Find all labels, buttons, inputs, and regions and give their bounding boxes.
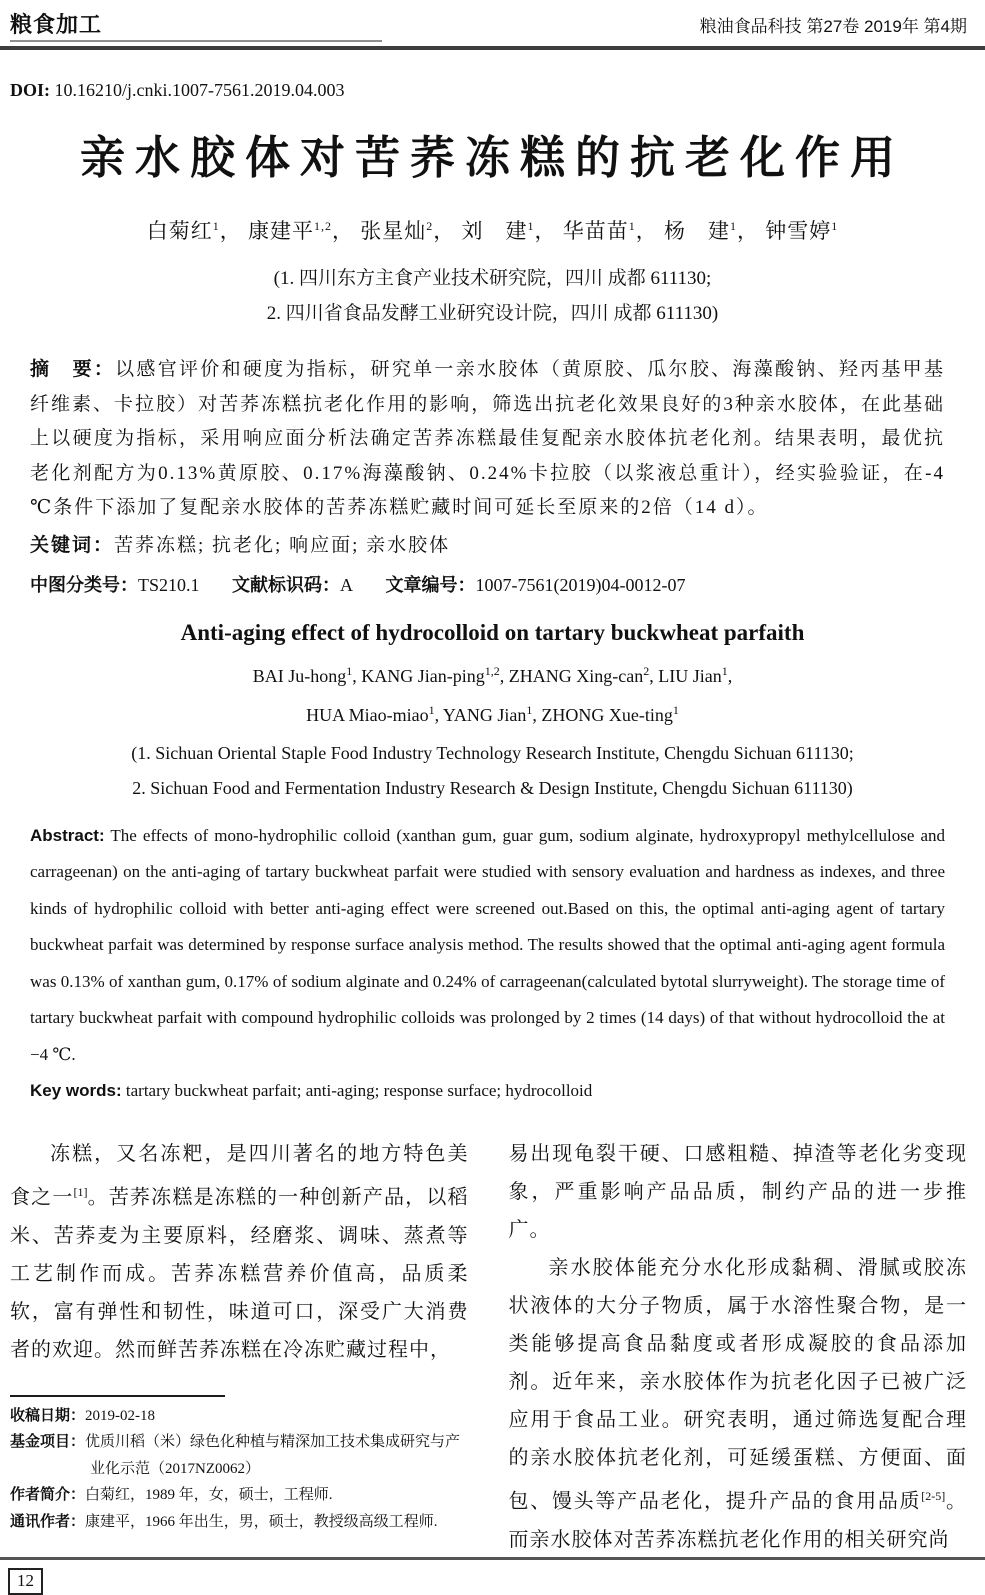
- author-en: [252, 663, 362, 686]
- author-name: 张星灿: [360, 219, 427, 243]
- keywords-cn-text: 苦荞冻糕; 抗老化; 响应面; 亲水胶体: [114, 534, 451, 556]
- author-affil-sup: 1: [628, 219, 636, 233]
- body-paragraph: [509, 1249, 968, 1559]
- author-sep: ，: [219, 219, 242, 243]
- author-cn: [664, 219, 759, 243]
- authors-en-line1: [0, 654, 985, 693]
- author-bio-value: 白菊红，1989 年，女，硕士，工程师.: [85, 1487, 333, 1503]
- author-cn: [248, 219, 354, 243]
- author-sep: ,: [532, 704, 542, 725]
- corresponding-author-label: 通讯作者：: [10, 1512, 86, 1530]
- author-en: [508, 663, 659, 686]
- author-sep: ,: [499, 665, 509, 686]
- citation-ref: [2-5]: [921, 1489, 946, 1503]
- journal-section-title: 粮食加工: [10, 12, 103, 37]
- fund-value: 优质川稻（米）绿色化种植与精深加工技术集成研究与产业化示范（2017NZ0062）: [85, 1434, 461, 1477]
- doi-label: DOI:: [10, 80, 50, 100]
- body-paragraph-intro: [10, 1135, 469, 1369]
- author-name: BAI Ju-hong: [252, 665, 347, 686]
- author-sep: ,: [434, 704, 443, 725]
- author-name: 杨 建: [664, 219, 730, 243]
- author-cn: [462, 219, 557, 243]
- author-en: [361, 663, 509, 686]
- author-en: [306, 702, 443, 725]
- abstract-cn-text: 以感官评价和硬度为指标，研究单一亲水胶体（黄原胶、瓜尔胶、海藻酸钠、羟丙基甲基纤维素、卡拉胶）对苦荞冻糕抗老化作用的影响，筛选出抗老化效果良好的3种亲水胶体，在此基础上以硬度为指标，采用响应面分析法确定苦荞冻糕最佳复配亲水胶体抗老化剂。结果表明，最优抗老化剂配方为0.13%黄原胶、0.17%海藻酸钠、0.24%卡拉胶（以浆液总重计），经实验验证，在-4 ℃条件下添加了复配亲水胶体的苦荞冻糕贮藏时间可延长至原来的2倍（14 d）。: [30, 359, 945, 518]
- author-en: [658, 663, 733, 686]
- authors-en: [0, 654, 985, 732]
- abstract-cn: [30, 353, 945, 526]
- journal-header: [10, 8, 967, 39]
- body-columns: [10, 1135, 968, 1551]
- author-affil-sup: 2: [643, 663, 650, 678]
- article-id-label: 文章编号：: [385, 574, 476, 595]
- author-cn: [147, 219, 242, 243]
- author-cn: [765, 219, 838, 243]
- footnote-author-bio: [10, 1482, 469, 1509]
- affiliation-en-line: (1. Sichuan Oriental Staple Food Industry Technology Research Institute, Chengdu Sichuan 611130;: [131, 742, 854, 763]
- author-name: LIU Jian: [658, 665, 722, 686]
- article-id-pair: [386, 575, 686, 595]
- received-date-value: 2019-02-18: [85, 1407, 156, 1424]
- author-affil-sup: 1: [526, 702, 533, 717]
- author-name: KANG Jian-ping: [361, 665, 485, 686]
- author-affil-sup: 1,2: [484, 663, 500, 678]
- author-en: [442, 702, 542, 725]
- journal-issue-info: 粮油食品科技 第27卷 2019年 第4期: [699, 17, 967, 36]
- paragraph-text: 冻糕，又名冻粑，是四川著名的地方特色美食之一: [10, 1143, 469, 1209]
- author-name: 刘 建: [461, 219, 528, 243]
- doi-line: [10, 80, 967, 101]
- footnote-block: [10, 1395, 469, 1536]
- author-name: 白菊红: [146, 219, 213, 243]
- fund-label: 基金项目：: [10, 1433, 86, 1450]
- author-affil-sup: 2: [426, 219, 434, 233]
- author-name: YANG Jian: [442, 704, 527, 725]
- clc-label: 中图分类号：: [30, 574, 138, 595]
- keywords-en-label: Key words:: [30, 1081, 122, 1100]
- author-affil-sup: 1: [672, 702, 679, 717]
- paragraph-text: 亲水胶体能充分水化形成黏稠、滑腻或胶冻状液体的大分子物质，属于水溶性聚合物，是一类能够提高食品黏度或者形成凝胶的食品添加剂。近年来，亲水胶体作为抗老化因子已被广泛应用于食品工业。研究表明，通过筛选复配合理的亲水胶体抗老化剂，可延缓蛋糕、方便面、面包、馒头等产品老化，提升产品的食用品质: [508, 1257, 967, 1513]
- affiliations-cn: [0, 261, 985, 331]
- affiliation-cn-line: (1. 四川东方主食产业技术研究院，四川 成都 611130;: [273, 268, 712, 289]
- footnote-rule: [10, 1395, 225, 1397]
- footnote-received: [10, 1403, 469, 1430]
- author-sep: ，: [332, 219, 354, 243]
- header-rule-left-segment: [10, 40, 382, 42]
- article-title-en: Anti-aging effect of hydrocolloid on tartary buckwheat parfaith: [180, 619, 805, 645]
- author-sep: ，: [635, 219, 658, 243]
- authors-en-line2: [0, 693, 985, 732]
- abstract-cn-label: 摘 要：: [30, 359, 116, 380]
- left-column: [10, 1135, 469, 1535]
- author-bio-label: 作者简介：: [10, 1486, 86, 1503]
- author-affil-sup: 1: [721, 663, 728, 678]
- author-name: 康建平: [248, 219, 314, 243]
- keywords-en: [30, 1073, 945, 1109]
- affiliation-cn-line: 2. 四川省食品发酵工业研究设计院，四川 成都 611130): [266, 303, 719, 324]
- author-sep: ，: [534, 219, 557, 243]
- author-affil-sup: 1,2: [314, 219, 332, 233]
- author-name: HUA Miao-miao: [306, 704, 429, 725]
- affiliations-en: [0, 736, 985, 806]
- author-sep: ,: [352, 665, 362, 686]
- article-id-value: 1007-7561(2019)04-0012-07: [475, 574, 686, 595]
- abstract-en-label: Abstract:: [30, 825, 105, 845]
- author-cn: [360, 219, 455, 243]
- article-title-cn: 亲水胶体对苦荞冻糕的抗老化作用: [79, 133, 905, 183]
- page-number: 12: [8, 1568, 43, 1595]
- doi-value: 10.16210/j.cnki.1007-7561.2019.04.003: [54, 80, 345, 100]
- author-sep: ，: [737, 219, 759, 243]
- author-sep: ，: [433, 219, 456, 243]
- keywords-cn: [30, 530, 945, 562]
- author-name: ZHANG Xing-can: [508, 665, 644, 686]
- author-affil-sup: 1: [527, 219, 535, 233]
- right-column: [508, 1135, 968, 1551]
- author-name: 钟雪婷: [765, 219, 832, 243]
- footnote-fund: [10, 1429, 469, 1482]
- author-affil-sup: 1: [346, 663, 353, 678]
- paragraph-text: 易出现龟裂干硬、口感粗糙、掉渣等老化劣变现象，严重影响产品品质，制约产品的进一步推广。: [508, 1143, 967, 1241]
- classification-line: [30, 570, 945, 600]
- author-affil-sup: 1: [428, 702, 435, 717]
- received-date-label: 收稿日期：: [10, 1406, 86, 1424]
- body-paragraph: [509, 1135, 968, 1249]
- author-affil-sup: 1: [212, 219, 220, 233]
- author-en: [541, 702, 679, 725]
- author-affil-sup: 1: [730, 219, 737, 233]
- corresponding-author-value: 康建平，1966 年出生，男，硕士，教授级高级工程师.: [85, 1513, 438, 1530]
- author-sep: ,: [727, 665, 733, 686]
- doc-code-value: A: [340, 574, 354, 595]
- paragraph-text: 。而亲水胶体对苦荞冻糕抗老化作用的相关研究尚: [508, 1490, 968, 1551]
- author-name: ZHONG Xue-ting: [541, 704, 673, 725]
- affiliation-en-line: 2. Sichuan Food and Fermentation Industry Research & Design Institute, Chengdu Sichuan 611130): [132, 777, 853, 798]
- doc-code-label: 文献标识码：: [232, 574, 341, 595]
- clc-pair: [30, 575, 200, 595]
- doc-code-pair: [232, 575, 353, 595]
- author-affil-sup: 1: [831, 219, 839, 233]
- abstract-en-text: The effects of mono-hydrophilic colloid (xanthan gum, guar gum, sodium alginate, hydroxypropyl methylcellulose and carrageenan) on the anti-aging of tartary buckwheat parfait were studied with sensory evaluation and hardness as indexes, and three kinds of hydrophilic colloid with better anti-aging effect were screened out.Based on this, the optimal anti-aging agent of tartary buckwheat parfait was determined by response surface analysis method. The results showed that the optimal anti-aging agent formula was 0.13% of xanthan gum, 0.17% of sodium alginate and 0.24% of carrageenan(calculated bytotal slurryweight). The storage time of tartary buckwheat parfait with compound hydrophilic colloids was prolonged by 2 times (14 days) of that without hydrocolloid the at −4 ℃.: [30, 825, 945, 1064]
- citation-ref: [1]: [73, 1185, 88, 1199]
- header-rule: [0, 40, 985, 50]
- clc-value: TS210.1: [138, 574, 200, 595]
- footnote-corresponding-author: [10, 1509, 469, 1536]
- author-name: 华苗苗: [562, 219, 629, 243]
- keywords-en-text: tartary buckwheat parfait; anti-aging; response surface; hydrocolloid: [121, 1081, 593, 1100]
- authors-cn: [0, 215, 985, 245]
- keywords-cn-label: 关键词：: [30, 534, 115, 556]
- paragraph-text: 。苦荞冻糕是冻糕的一种创新产品，以稻米、苦荞麦为主要原料，经磨浆、调味、蒸煮等工艺制作而成。苦荞冻糕营养价值高，品质柔软，富有弹性和韧性，味道可口，深受广大消费者的欢迎。然而鲜苦荞冻糕在冷冻贮藏过程中，: [10, 1186, 469, 1361]
- abstract-en: [30, 818, 945, 1074]
- author-sep: ,: [649, 665, 659, 686]
- author-cn: [563, 219, 658, 243]
